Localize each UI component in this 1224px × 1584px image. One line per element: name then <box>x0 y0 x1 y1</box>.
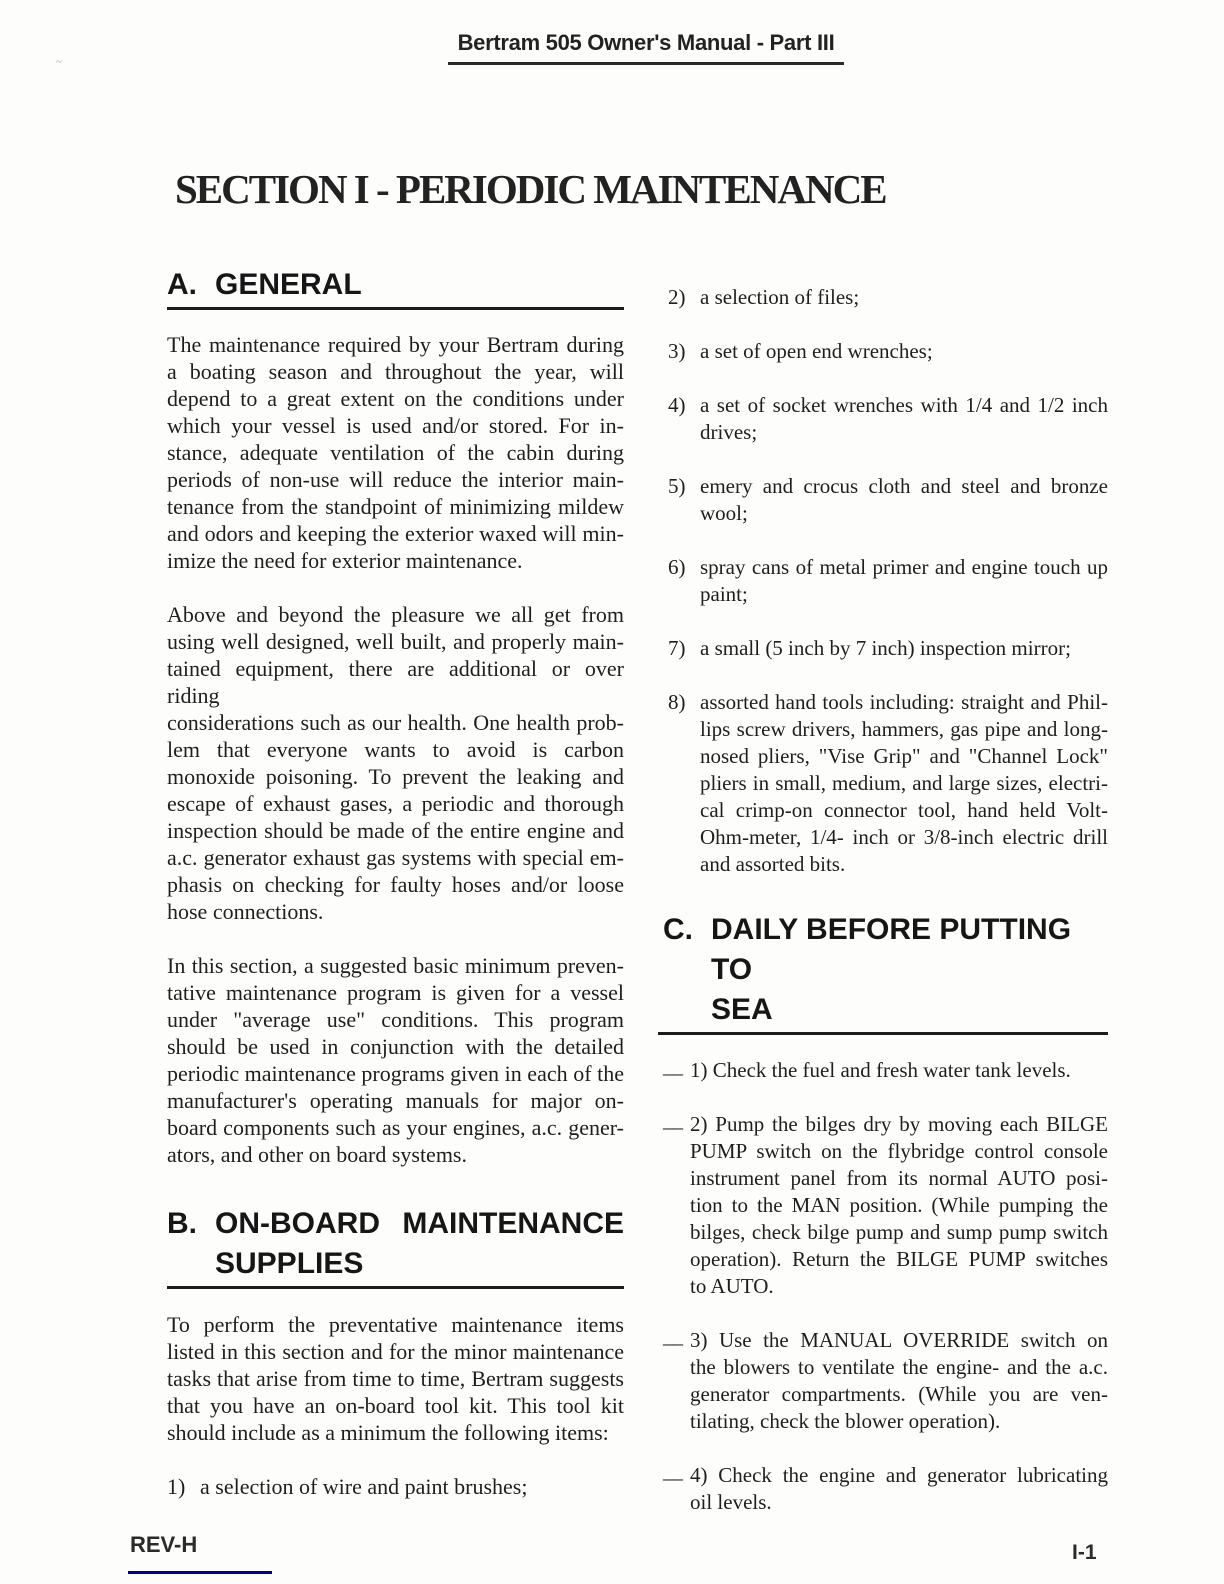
text-line: DAILY BEFORE PUTTING TO <box>711 913 1072 986</box>
text-line: ON-BOARD MAINTENANCE <box>215 1207 624 1240</box>
text-line: monoxide poisoning. To prevent the leaking and <box>167 764 624 789</box>
text-line: periods of non-use will reduce the interior main- <box>167 467 624 492</box>
text-line: a set of open end wrenches; <box>700 339 933 363</box>
text-line: SUPPLIES <box>215 1247 364 1280</box>
running-header-text: Bertram 505 Owner's Manual - Part III <box>448 30 845 65</box>
text-line: using well designed, well built, and properly main- <box>167 629 624 654</box>
text-line: pliers in small, medium, and large sizes, electri- <box>700 771 1108 795</box>
page-number: I-1 <box>1072 1541 1097 1564</box>
left-column <box>167 265 624 1527</box>
text-line: the blowers to ventilate the engine- and the a.c. <box>690 1355 1108 1379</box>
text-line: tasks that arise from time to time, Bertram suggests <box>167 1366 624 1391</box>
list-item-text <box>700 338 1108 365</box>
check-item-text <box>690 1111 1108 1300</box>
text-line: tilating, check the blower operation). <box>690 1409 1001 1433</box>
tool-list-item <box>658 392 1108 446</box>
daily-check-list <box>658 1054 1108 1516</box>
text-line: should be used in conjunction with the detailed <box>167 1034 624 1059</box>
text-line: ators, and other on board systems. <box>167 1142 467 1167</box>
list-item-text <box>700 473 1108 527</box>
section-b-title <box>215 1204 624 1284</box>
paragraph <box>167 601 624 925</box>
text-line: a selection of files; <box>700 285 860 309</box>
text-line: To perform the preventative maintenance items <box>167 1312 624 1337</box>
text-line: In this section, a suggested basic minimum preven- <box>167 953 624 978</box>
paragraph <box>167 1311 624 1446</box>
tool-list-start <box>167 1473 624 1500</box>
section-b-label: B. <box>167 1207 197 1240</box>
text-line: should include as a minimum the following items: <box>167 1420 609 1445</box>
text-line: SEA <box>711 993 773 1026</box>
tool-list-item <box>658 635 1108 662</box>
revision-label: REV-H <box>130 1532 198 1557</box>
text-line: imize the need for exterior maintenance. <box>167 548 523 573</box>
list-item-number: 5) <box>668 474 686 498</box>
text-line: and assorted bits. <box>700 852 846 876</box>
tool-list-item <box>167 1473 624 1500</box>
tool-list-item <box>658 554 1108 608</box>
tool-list-item <box>658 338 1108 365</box>
text-line: considerations such as our health. One health prob- <box>167 710 624 735</box>
text-line: which your vessel is used and/or stored. For in- <box>167 413 624 438</box>
paragraph <box>167 331 624 574</box>
section-a-label: A. <box>167 268 197 301</box>
text-line: nosed pliers, "Vise Grip" and "Channel Lock" <box>700 744 1108 768</box>
text-line: tative maintenance program is given for a vessel <box>167 980 624 1005</box>
section-b-heading <box>167 1204 624 1289</box>
tool-list-item <box>658 284 1108 311</box>
text-line: oil levels. <box>690 1490 772 1514</box>
text-line: drives; <box>700 420 758 444</box>
list-item-text <box>200 1473 624 1500</box>
text-line: manufacturer's operating manuals for major on- <box>167 1088 624 1113</box>
text-line: assorted hand tools including: straight and Phil- <box>700 690 1108 714</box>
check-list-item <box>658 1459 1108 1516</box>
running-header <box>68 30 1224 65</box>
section-c-label: C. <box>663 913 693 946</box>
text-line: 2) Pump the bilges dry by moving each BILGE <box>690 1112 1108 1136</box>
list-item-number: 6) <box>668 555 686 579</box>
check-blank-line: __ <box>663 1108 682 1132</box>
text-line: lips screw drivers, hammers, gas pipe and long- <box>700 717 1108 741</box>
check-item-text <box>690 1327 1108 1435</box>
text-line: bilges, check bilge pump and sump pump switch <box>690 1220 1108 1244</box>
list-item-text <box>700 554 1108 608</box>
text-line: a small (5 inch by 7 inch) inspection mirror; <box>700 636 1071 660</box>
list-item-number: 4) <box>668 393 686 417</box>
section-a-title <box>215 265 624 305</box>
text-line: 3) Use the MANUAL OVERRIDE switch on <box>690 1328 1108 1352</box>
text-line: 4) Check the engine and generator lubricating <box>690 1463 1108 1487</box>
list-item-number: 8) <box>668 690 686 714</box>
text-line: and odors and keeping the exterior waxed will min- <box>167 521 624 546</box>
text-line: lem that everyone wants to avoid is carbon <box>167 737 624 762</box>
check-list-item <box>658 1054 1108 1084</box>
text-line: paint; <box>700 582 748 606</box>
text-line: PUMP switch on the flybridge control console <box>690 1139 1108 1163</box>
footer-accent-line <box>128 1571 272 1574</box>
text-line: depend to a great extent on the conditions under <box>167 386 624 411</box>
text-line: inspection should be made of the entire engine and <box>167 818 624 843</box>
list-item-text <box>700 284 1108 311</box>
text-line: instrument panel from its normal AUTO posi- <box>690 1166 1108 1190</box>
list-item-number: 1) <box>167 1474 186 1499</box>
list-item-text <box>700 392 1108 446</box>
section-a-paragraphs <box>167 331 624 1168</box>
text-line: The maintenance required by your Bertram during <box>167 332 624 357</box>
tool-list-item <box>658 473 1108 527</box>
check-list-item <box>658 1108 1108 1300</box>
text-line: a boating season and throughout the year, will <box>167 359 624 384</box>
text-line: that you have an on-board tool kit. This tool kit <box>167 1393 624 1418</box>
text-line: periodic maintenance programs given in each of the <box>167 1061 624 1086</box>
text-line: spray cans of metal primer and engine touch up <box>700 555 1108 579</box>
text-line: a.c. generator exhaust gas systems with special em- <box>167 845 624 870</box>
page-title: SECTION I - PERIODIC MAINTENANCE <box>175 166 886 212</box>
text-line: Above and beyond the pleasure we all get from <box>167 602 624 627</box>
check-blank-line: __ <box>663 1459 682 1483</box>
text-line: GENERAL <box>215 268 362 301</box>
text-line: operation). Return the BILGE PUMP switches <box>690 1247 1108 1271</box>
text-line: board components such as your engines, a.c. gener- <box>167 1115 624 1140</box>
text-line: phasis on checking for faulty hoses and/or loose <box>167 872 624 897</box>
text-line: Ohm-meter, 1/4- inch or 3/8-inch electric drill <box>700 825 1108 849</box>
section-a-heading <box>167 265 624 310</box>
list-item-text <box>700 689 1108 878</box>
check-list-item <box>658 1324 1108 1435</box>
list-item-text <box>700 635 1108 662</box>
right-column <box>658 284 1108 1543</box>
text-line: a set of socket wrenches with 1/4 and 1/2 inch <box>700 393 1108 417</box>
check-blank-line: __ <box>663 1054 682 1078</box>
section-c-title <box>711 910 1108 1030</box>
scan-artifact: ~ <box>56 56 62 68</box>
tool-list-continued <box>658 284 1108 878</box>
text-line: stance, adequate ventilation of the cabin during <box>167 440 624 465</box>
list-item-number: 7) <box>668 636 686 660</box>
text-line: listed in this section and for the minor maintenance <box>167 1339 624 1364</box>
text-line: cal crimp-on connector tool, hand held Volt- <box>700 798 1108 822</box>
list-item-number: 2) <box>668 285 686 309</box>
text-line: generator compartments. (While you are ven- <box>690 1382 1108 1406</box>
paragraph <box>167 952 624 1168</box>
text-line: tained equipment, there are additional or over riding <box>167 656 624 708</box>
text-line: to AUTO. <box>690 1274 774 1298</box>
check-blank-line: __ <box>663 1324 682 1348</box>
text-line: escape of exhaust gases, a periodic and thorough <box>167 791 624 816</box>
check-item-text <box>690 1057 1108 1084</box>
list-item-number: 3) <box>668 339 686 363</box>
tool-list-item <box>658 689 1108 878</box>
text-line: tenance from the standpoint of minimizing mildew <box>167 494 624 519</box>
check-item-text <box>690 1462 1108 1516</box>
text-line: emery and crocus cloth and steel and bronze <box>700 474 1108 498</box>
text-line: under "average use" conditions. This program <box>167 1007 624 1032</box>
section-c-heading <box>658 910 1108 1035</box>
text-line: a selection of wire and paint brushes; <box>200 1474 528 1499</box>
text-line: hose connections. <box>167 899 324 924</box>
text-line: 1) Check the fuel and fresh water tank levels. <box>690 1058 1071 1082</box>
section-b-paragraphs <box>167 1311 624 1446</box>
text-line: tion to the MAN position. (While pumping the <box>690 1193 1108 1217</box>
text-line: wool; <box>700 501 748 525</box>
